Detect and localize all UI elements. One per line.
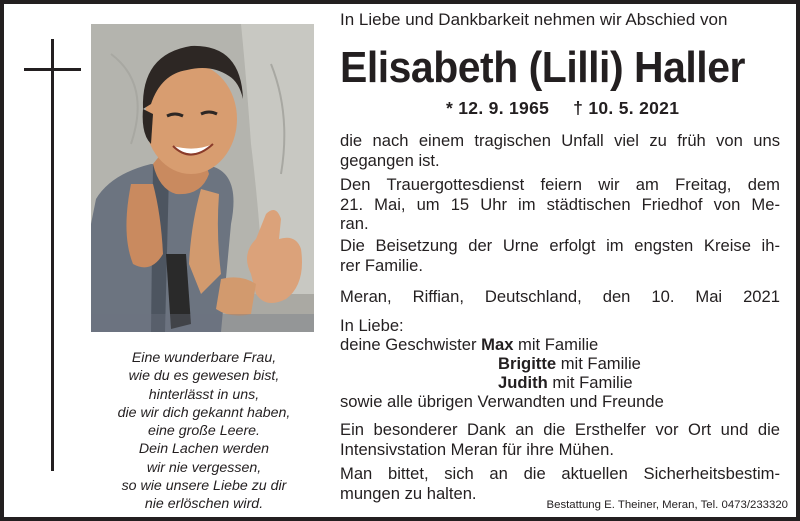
portrait-illustration <box>91 24 314 332</box>
sibling-row <box>498 354 641 374</box>
text-line: gegangen ist. <box>340 150 440 170</box>
deceased-name: Elisabeth (Lilli) Haller <box>340 43 745 92</box>
text-line: Intensivstation Meran für ihre Mühen. <box>340 439 614 459</box>
text-line: die nach einem tragischen Unfall viel zu früh von uns <box>340 131 780 150</box>
with-family-label: mit Familie <box>560 354 641 373</box>
poem-line: nie erlöschen wird. <box>144 496 264 513</box>
death-date: † 10. 5. 2021 <box>573 98 680 118</box>
cross-horizontal-bar <box>24 68 81 71</box>
place-date-paragraph <box>340 287 780 307</box>
poem-line: Dein Lachen werden <box>138 441 270 458</box>
poem-line: eine große Leere. <box>148 423 260 440</box>
sibling-name: Brigitte <box>498 354 557 373</box>
in-love-line: In Liebe: <box>340 316 404 335</box>
intro-line: In Liebe und Dankbarkeit nehmen wir Abschied von <box>340 10 728 29</box>
text-line: 21. Mai, um 15 Uhr im städtischen Friedhof von Me- <box>340 194 780 214</box>
place-date-line: Meran, Riffian, Deutschland, den 10. Mai 2021 <box>340 287 780 306</box>
burial-paragraph <box>340 236 780 275</box>
text-line: rer Familie. <box>340 255 423 275</box>
service-paragraph <box>340 175 780 234</box>
with-family-label: mit Familie <box>552 373 633 392</box>
accident-paragraph <box>340 131 780 170</box>
poem-line: wie du es gewesen bist, <box>128 368 280 385</box>
thanks-paragraph <box>340 420 780 459</box>
text-line: mungen zu halten. <box>340 483 477 503</box>
poem-line: die wir dich gekannt haben, <box>117 404 291 421</box>
poem <box>90 349 318 514</box>
sibling-name: Max <box>481 335 514 354</box>
siblings-prefix: deine Geschwister <box>340 335 477 354</box>
text-line: Ein besonderer Dank an die Ersthelfer vor Ort und die <box>340 420 780 439</box>
poem-line: Eine wunderbare Frau, <box>131 350 277 366</box>
undertaker-credit: Bestattung E. Theiner, Meran, Tel. 0473/233320 <box>546 499 788 511</box>
relatives-line: sowie alle übrigen Verwandten und Freunde <box>340 392 664 411</box>
sibling-row <box>498 373 633 393</box>
text-line: Man bittet, sich an die aktuellen Sicherheitsbestim- <box>340 464 780 483</box>
cross-vertical-bar <box>51 39 54 471</box>
poem-line: wir nie vergessen, <box>146 459 262 476</box>
poem-line: hinterlässt in uns, <box>148 386 260 403</box>
text-line: ran. <box>340 214 369 234</box>
poem-line: so wie unsere Liebe zu dir <box>121 478 287 495</box>
text-line: Die Beisetzung der Urne erfolgt im engsten Kreise ih- <box>340 236 780 255</box>
sibling-name: Judith <box>498 373 548 392</box>
safety-paragraph <box>340 464 780 503</box>
text-line: Den Trauergottesdienst feiern wir am Freitag, dem <box>340 175 780 194</box>
portrait-photo <box>91 24 314 332</box>
birth-date: * 12. 9. 1965 <box>446 98 550 118</box>
life-dates <box>446 99 679 119</box>
with-family-label: mit Familie <box>518 335 599 354</box>
sibling-row <box>340 335 598 355</box>
